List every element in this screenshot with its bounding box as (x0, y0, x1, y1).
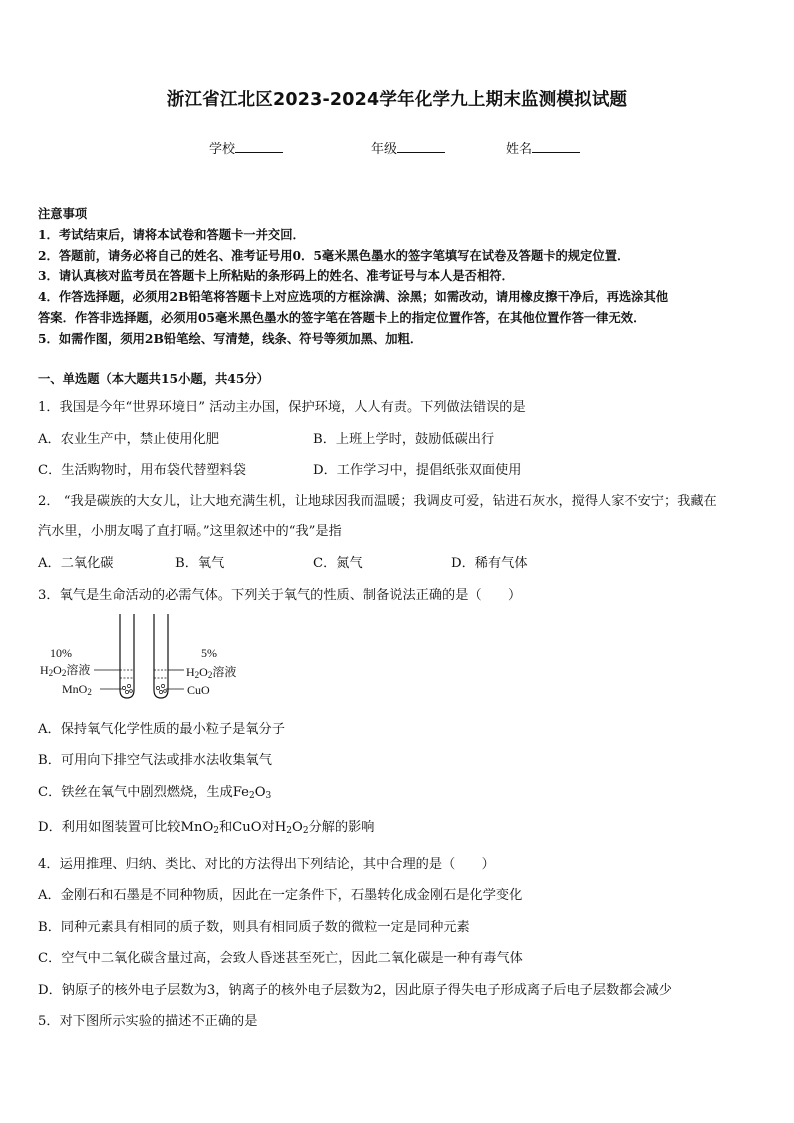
notice-item: 1．考试结束后，请将本试卷和答题卡一并交回． (38, 227, 305, 242)
right-percent-label: 5% (201, 646, 217, 660)
q2-option-b[interactable]: B．氧气 (175, 556, 225, 571)
q2-option-d[interactable]: D．稀有气体 (451, 556, 528, 571)
q4-option-a[interactable]: A．金刚石和石墨是不同种物质，因此在一定条件下，石墨转化成金刚石是化学变化 (38, 888, 523, 903)
notice-item: 3．请认真核对监考员在答题卡上所粘贴的条形码上的姓名、准考证号与本人是否相符． (38, 268, 514, 283)
q1-option-d[interactable]: D．工作学习中，提倡纸张双面使用 (313, 463, 522, 478)
question-2-stem: 2． “我是碳族的大女儿，让大地充满生机，让地球因我而温暖；我调皮可爱，钻进石灰水，搅得人家不安宁；我藏在 (38, 494, 717, 509)
question-5-stem: 5．对下图所示实验的描述不正确的是 (38, 1014, 258, 1029)
grade-blank[interactable] (397, 140, 445, 153)
question-3-stem: 3．氧气是生命活动的必需气体。下列关于氧气的性质、制备说法正确的是（ ） (38, 588, 522, 603)
left-solution-label: $H_2O_2$溶液 (40, 663, 91, 678)
school-label: 学校 (209, 142, 236, 157)
notice-item: 4．作答选择题，必须用2B铅笔将答题卡上对应选项的方框涂满、涂黑；如需改动，请用橡皮擦干净后，再选涂其他 (38, 289, 669, 304)
q4-option-d[interactable]: D．钠原子的核外电子层数为3，钠离子的核外电子层数为2，因此原子得失电子形成离子后电子层数都会减少 (38, 983, 672, 998)
q3-option-d[interactable]: D．利用如图装置可比较MnO$_2$和CuO对$H_2O_2$分解的影响 (38, 820, 375, 836)
name-label: 姓名 (506, 142, 533, 157)
notice-heading: 注意事项 (38, 206, 88, 221)
question-4-stem: 4．运用推理、归纳、类比、对比的方法得出下列结论，其中合理的是（ ） (38, 857, 495, 872)
q4-option-c[interactable]: C．空气中二氧化碳含量过高，会致人昏迷甚至死亡，因此二氧化碳是一种有毒气体 (38, 951, 523, 966)
test-tube-figure (38, 608, 258, 704)
q3-option-b[interactable]: B．可用向下排空气法或排水法收集氧气 (38, 753, 272, 768)
school-field[interactable] (209, 138, 283, 157)
page-title: 浙江省江北区2023-2024学年化学九上期末监测模拟试题 (166, 90, 628, 110)
q1-option-a[interactable]: A．农业生产中，禁止使用化肥 (38, 432, 219, 447)
left-test-tube (120, 614, 134, 698)
right-catalyst-label: CuO (187, 683, 210, 697)
grade-label: 年级 (371, 142, 398, 157)
notice-item: 答案．作答非选择题，必须用05毫米黑色墨水的签字笔在答题卡上的指定位置作答，在其他位置作答一律无效． (38, 310, 646, 325)
left-catalyst-label: MnO$_2$ (62, 682, 92, 697)
q2-option-c[interactable]: C．氮气 (313, 556, 363, 571)
q2-option-a[interactable]: A．二氧化碳 (38, 556, 114, 571)
notice-item: 2．答题前，请务必将自己的姓名、准考证号用0．5毫米黑色墨水的签字笔填写在试卷及答题卡的规定位置． (38, 248, 630, 263)
q1-option-b[interactable]: B．上班上学时，鼓励低碳出行 (313, 432, 495, 447)
grade-field[interactable] (371, 138, 445, 157)
right-test-tube (154, 614, 168, 698)
name-blank[interactable] (532, 140, 580, 153)
left-percent-label: 10% (50, 646, 72, 660)
q3-option-a[interactable]: A．保持氧气化学性质的最小粒子是氧分子 (38, 722, 285, 737)
q4-option-b[interactable]: B．同种元素具有相同的质子数，则具有相同质子数的微粒一定是同种元素 (38, 920, 470, 935)
notice-item: 5．如需作图，须用2B铅笔绘、写清楚，线条、符号等须加黑、加粗． (38, 331, 423, 346)
question-2-stem-cont: 汽水里，小朋友喝了直打嗝。”这里叙述中的“我”是指 (38, 524, 342, 539)
name-field[interactable] (506, 138, 580, 157)
school-blank[interactable] (235, 140, 283, 153)
section-heading: 一、单选题（本大题共15小题，共45分） (38, 371, 269, 386)
q1-option-c[interactable]: C．生活购物时，用布袋代替塑料袋 (38, 463, 246, 478)
right-solution-label: $H_2O_2$溶液 (186, 665, 237, 680)
q3-option-c[interactable]: C．铁丝在氧气中剧烈燃烧，生成$Fe_2O_3$ (38, 785, 272, 801)
question-1-stem: 1．我国是今年“世界环境日” 活动主办国，保护环境，人人有责。下列做法错误的是 (38, 400, 526, 415)
